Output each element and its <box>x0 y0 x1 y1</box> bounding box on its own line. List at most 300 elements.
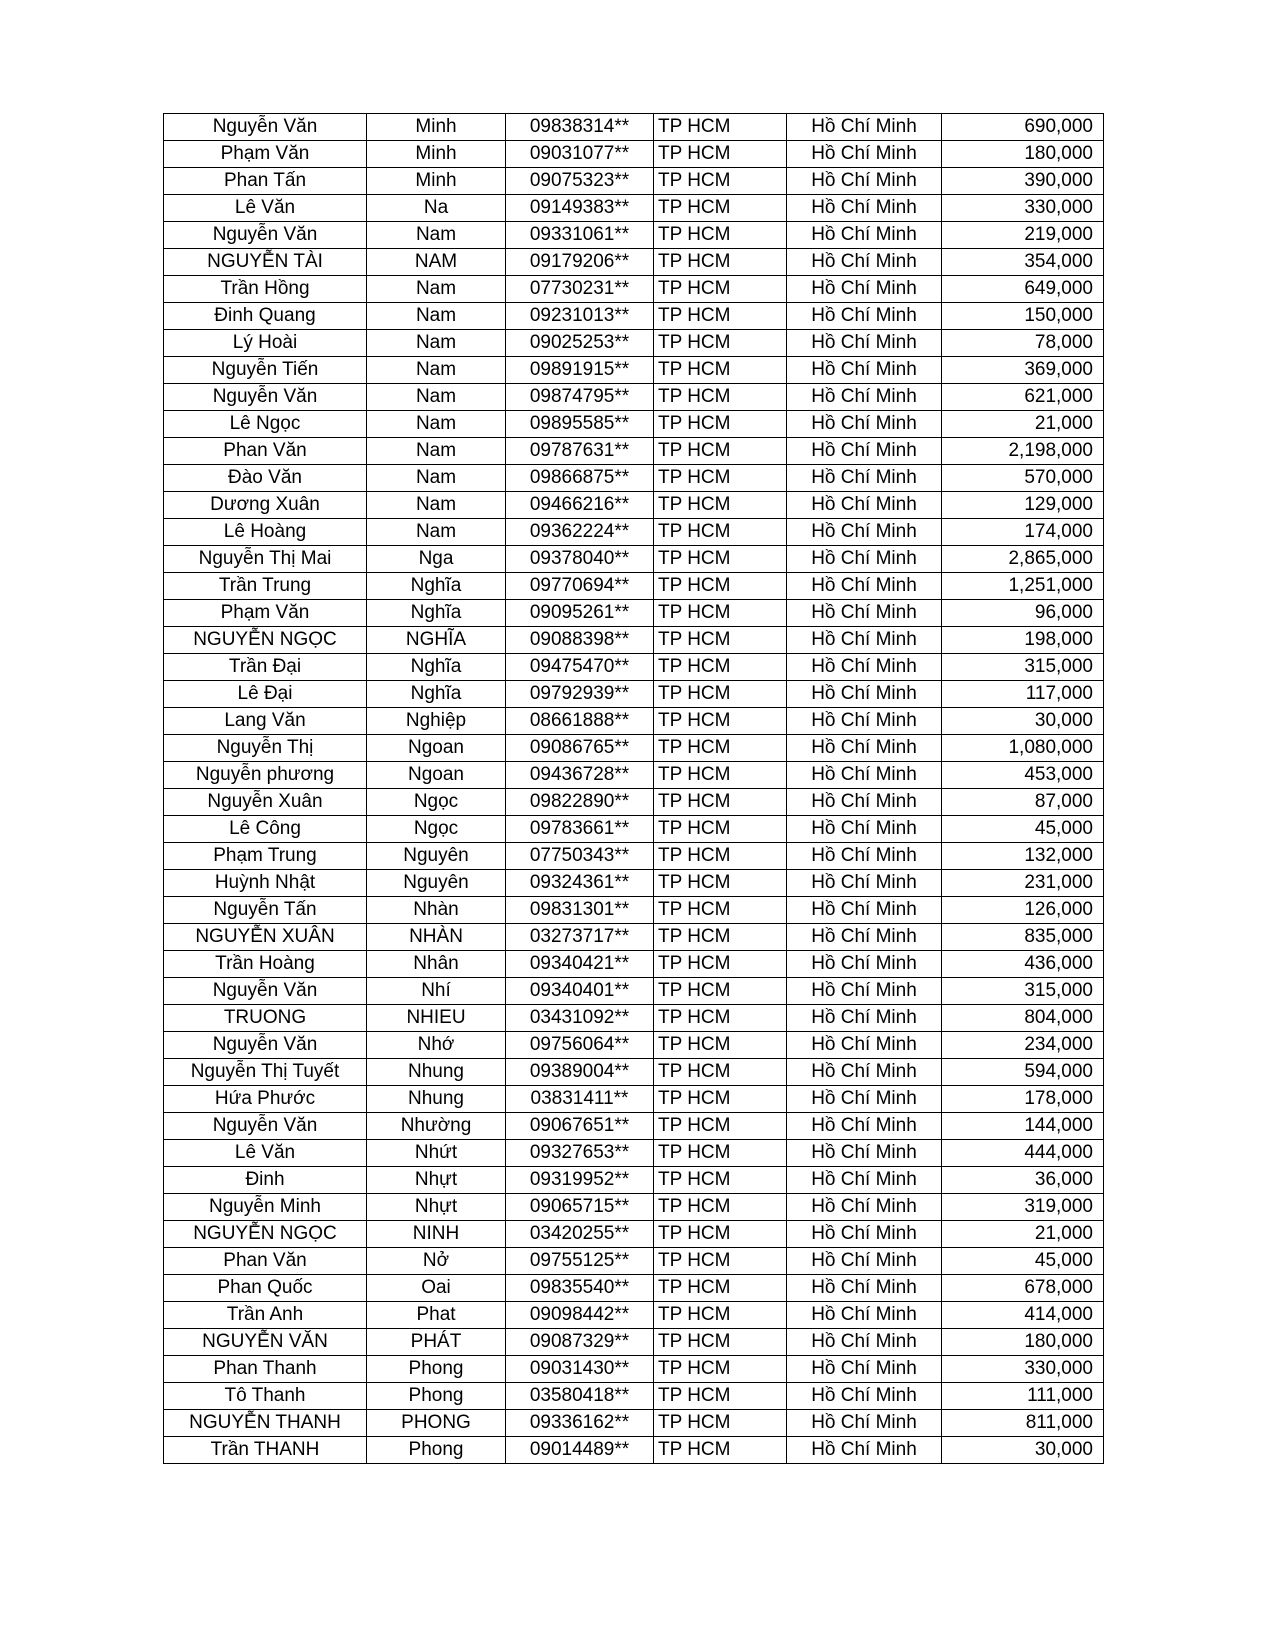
phone-cell: 09014489** <box>506 1437 654 1464</box>
amount-cell: 436,000 <box>942 951 1104 978</box>
table-row <box>164 978 1104 1005</box>
given-name-cell: Phat <box>367 1302 506 1329</box>
given-name-cell: Nhàn <box>367 897 506 924</box>
phone-cell: 08661888** <box>506 708 654 735</box>
phone-cell: 09475470** <box>506 654 654 681</box>
given-name-cell: NHIEU <box>367 1005 506 1032</box>
given-name-cell: Minh <box>367 114 506 141</box>
province-cell: Hồ Chí Minh <box>787 951 942 978</box>
given-name-cell: Nghĩa <box>367 654 506 681</box>
amount-cell: 354,000 <box>942 249 1104 276</box>
city-cell: TP HCM <box>654 357 787 384</box>
amount-cell: 319,000 <box>942 1194 1104 1221</box>
table-row <box>164 546 1104 573</box>
surname-cell: Nguyễn Văn <box>164 114 367 141</box>
table-row <box>164 1437 1104 1464</box>
surname-cell: Nguyễn Văn <box>164 978 367 1005</box>
city-cell: TP HCM <box>654 1275 787 1302</box>
given-name-cell: Nam <box>367 303 506 330</box>
phone-cell: 09327653** <box>506 1140 654 1167</box>
city-cell: TP HCM <box>654 249 787 276</box>
phone-cell: 09336162** <box>506 1410 654 1437</box>
surname-cell: NGUYỄN THANH <box>164 1410 367 1437</box>
phone-cell: 09065715** <box>506 1194 654 1221</box>
given-name-cell: Nam <box>367 357 506 384</box>
province-cell: Hồ Chí Minh <box>787 924 942 951</box>
province-cell: Hồ Chí Minh <box>787 465 942 492</box>
phone-cell: 07730231** <box>506 276 654 303</box>
given-name-cell: Ngoan <box>367 735 506 762</box>
data-table <box>163 113 1104 1464</box>
given-name-cell: Ngọc <box>367 789 506 816</box>
amount-cell: 690,000 <box>942 114 1104 141</box>
phone-cell: 03273717** <box>506 924 654 951</box>
amount-cell: 96,000 <box>942 600 1104 627</box>
table-row <box>164 492 1104 519</box>
province-cell: Hồ Chí Minh <box>787 438 942 465</box>
amount-cell: 330,000 <box>942 1356 1104 1383</box>
phone-cell: 09835540** <box>506 1275 654 1302</box>
surname-cell: Lê Văn <box>164 1140 367 1167</box>
city-cell: TP HCM <box>654 546 787 573</box>
table-row <box>164 438 1104 465</box>
given-name-cell: Nhung <box>367 1086 506 1113</box>
city-cell: TP HCM <box>654 384 787 411</box>
city-cell: TP HCM <box>654 762 787 789</box>
phone-cell: 09436728** <box>506 762 654 789</box>
amount-cell: 30,000 <box>942 1437 1104 1464</box>
surname-cell: NGUYỄN NGỌC <box>164 1221 367 1248</box>
surname-cell: Nguyễn Thị Mai <box>164 546 367 573</box>
province-cell: Hồ Chí Minh <box>787 816 942 843</box>
surname-cell: Trần Hoàng <box>164 951 367 978</box>
city-cell: TP HCM <box>654 141 787 168</box>
amount-cell: 1,080,000 <box>942 735 1104 762</box>
surname-cell: Lê Hoàng <box>164 519 367 546</box>
table-row <box>164 411 1104 438</box>
surname-cell: Trần Trung <box>164 573 367 600</box>
phone-cell: 09075323** <box>506 168 654 195</box>
province-cell: Hồ Chí Minh <box>787 276 942 303</box>
province-cell: Hồ Chí Minh <box>787 600 942 627</box>
table-body <box>164 114 1104 1464</box>
city-cell: TP HCM <box>654 1221 787 1248</box>
province-cell: Hồ Chí Minh <box>787 492 942 519</box>
surname-cell: Nguyễn Văn <box>164 1032 367 1059</box>
table-row <box>164 1383 1104 1410</box>
given-name-cell: Nghĩa <box>367 681 506 708</box>
phone-cell: 09362224** <box>506 519 654 546</box>
city-cell: TP HCM <box>654 1329 787 1356</box>
phone-cell: 09179206** <box>506 249 654 276</box>
phone-cell: 09770694** <box>506 573 654 600</box>
table-row <box>164 708 1104 735</box>
province-cell: Hồ Chí Minh <box>787 1410 942 1437</box>
amount-cell: 21,000 <box>942 411 1104 438</box>
given-name-cell: Oai <box>367 1275 506 1302</box>
surname-cell: Nguyễn Thị <box>164 735 367 762</box>
province-cell: Hồ Chí Minh <box>787 897 942 924</box>
phone-cell: 09340401** <box>506 978 654 1005</box>
surname-cell: Lê Ngọc <box>164 411 367 438</box>
table-row <box>164 762 1104 789</box>
city-cell: TP HCM <box>654 1437 787 1464</box>
province-cell: Hồ Chí Minh <box>787 1221 942 1248</box>
city-cell: TP HCM <box>654 1167 787 1194</box>
table-row <box>164 1275 1104 1302</box>
surname-cell: Phan Thanh <box>164 1356 367 1383</box>
surname-cell: Tô Thanh <box>164 1383 367 1410</box>
given-name-cell: NAM <box>367 249 506 276</box>
phone-cell: 09324361** <box>506 870 654 897</box>
given-name-cell: Nam <box>367 492 506 519</box>
amount-cell: 45,000 <box>942 816 1104 843</box>
phone-cell: 09340421** <box>506 951 654 978</box>
city-cell: TP HCM <box>654 978 787 1005</box>
phone-cell: 09031077** <box>506 141 654 168</box>
table-row <box>164 627 1104 654</box>
amount-cell: 570,000 <box>942 465 1104 492</box>
surname-cell: TRUONG <box>164 1005 367 1032</box>
given-name-cell: Na <box>367 195 506 222</box>
city-cell: TP HCM <box>654 573 787 600</box>
table-row <box>164 1113 1104 1140</box>
surname-cell: Nguyễn Thị Tuyết <box>164 1059 367 1086</box>
amount-cell: 126,000 <box>942 897 1104 924</box>
phone-cell: 09831301** <box>506 897 654 924</box>
city-cell: TP HCM <box>654 303 787 330</box>
province-cell: Hồ Chí Minh <box>787 519 942 546</box>
province-cell: Hồ Chí Minh <box>787 1194 942 1221</box>
surname-cell: Lê Công <box>164 816 367 843</box>
surname-cell: Phạm Trung <box>164 843 367 870</box>
table-row <box>164 1059 1104 1086</box>
city-cell: TP HCM <box>654 600 787 627</box>
city-cell: TP HCM <box>654 1383 787 1410</box>
given-name-cell: Nam <box>367 438 506 465</box>
surname-cell: Phan Quốc <box>164 1275 367 1302</box>
province-cell: Hồ Chí Minh <box>787 1005 942 1032</box>
province-cell: Hồ Chí Minh <box>787 249 942 276</box>
table-row <box>164 1329 1104 1356</box>
table-row <box>164 1410 1104 1437</box>
given-name-cell: Nhứt <box>367 1140 506 1167</box>
city-cell: TP HCM <box>654 897 787 924</box>
phone-cell: 09783661** <box>506 816 654 843</box>
amount-cell: 21,000 <box>942 1221 1104 1248</box>
given-name-cell: Nghĩa <box>367 573 506 600</box>
amount-cell: 390,000 <box>942 168 1104 195</box>
phone-cell: 09891915** <box>506 357 654 384</box>
province-cell: Hồ Chí Minh <box>787 303 942 330</box>
surname-cell: Trần Anh <box>164 1302 367 1329</box>
amount-cell: 36,000 <box>942 1167 1104 1194</box>
province-cell: Hồ Chí Minh <box>787 384 942 411</box>
amount-cell: 180,000 <box>942 1329 1104 1356</box>
city-cell: TP HCM <box>654 1032 787 1059</box>
province-cell: Hồ Chí Minh <box>787 843 942 870</box>
city-cell: TP HCM <box>654 1356 787 1383</box>
amount-cell: 811,000 <box>942 1410 1104 1437</box>
amount-cell: 45,000 <box>942 1248 1104 1275</box>
city-cell: TP HCM <box>654 411 787 438</box>
city-cell: TP HCM <box>654 1410 787 1437</box>
surname-cell: Nguyễn Văn <box>164 222 367 249</box>
phone-cell: 03431092** <box>506 1005 654 1032</box>
table-row <box>164 1302 1104 1329</box>
phone-cell: 09866875** <box>506 465 654 492</box>
amount-cell: 117,000 <box>942 681 1104 708</box>
amount-cell: 315,000 <box>942 978 1104 1005</box>
surname-cell: Phan Văn <box>164 438 367 465</box>
table-row <box>164 600 1104 627</box>
city-cell: TP HCM <box>654 1248 787 1275</box>
city-cell: TP HCM <box>654 681 787 708</box>
surname-cell: Lang Văn <box>164 708 367 735</box>
given-name-cell: Nhung <box>367 1059 506 1086</box>
amount-cell: 178,000 <box>942 1086 1104 1113</box>
phone-cell: 09031430** <box>506 1356 654 1383</box>
province-cell: Hồ Chí Minh <box>787 1275 942 1302</box>
city-cell: TP HCM <box>654 1113 787 1140</box>
province-cell: Hồ Chí Minh <box>787 222 942 249</box>
given-name-cell: Ngọc <box>367 816 506 843</box>
province-cell: Hồ Chí Minh <box>787 573 942 600</box>
given-name-cell: Phong <box>367 1383 506 1410</box>
province-cell: Hồ Chí Minh <box>787 1032 942 1059</box>
amount-cell: 87,000 <box>942 789 1104 816</box>
city-cell: TP HCM <box>654 492 787 519</box>
table-row <box>164 843 1104 870</box>
table-row <box>164 519 1104 546</box>
given-name-cell: Nam <box>367 330 506 357</box>
surname-cell: Trần Hồng <box>164 276 367 303</box>
surname-cell: Nguyễn phương <box>164 762 367 789</box>
table-row <box>164 222 1104 249</box>
given-name-cell: Ngoan <box>367 762 506 789</box>
province-cell: Hồ Chí Minh <box>787 870 942 897</box>
city-cell: TP HCM <box>654 1005 787 1032</box>
given-name-cell: PHÁT <box>367 1329 506 1356</box>
table-row <box>164 654 1104 681</box>
table-row <box>164 357 1104 384</box>
city-cell: TP HCM <box>654 330 787 357</box>
province-cell: Hồ Chí Minh <box>787 1086 942 1113</box>
phone-cell: 09088398** <box>506 627 654 654</box>
province-cell: Hồ Chí Minh <box>787 1356 942 1383</box>
city-cell: TP HCM <box>654 816 787 843</box>
table-row <box>164 1005 1104 1032</box>
city-cell: TP HCM <box>654 1194 787 1221</box>
amount-cell: 231,000 <box>942 870 1104 897</box>
amount-cell: 132,000 <box>942 843 1104 870</box>
surname-cell: Hứa Phước <box>164 1086 367 1113</box>
phone-cell: 03580418** <box>506 1383 654 1410</box>
city-cell: TP HCM <box>654 168 787 195</box>
given-name-cell: NINH <box>367 1221 506 1248</box>
given-name-cell: Nam <box>367 411 506 438</box>
amount-cell: 444,000 <box>942 1140 1104 1167</box>
table-row <box>164 573 1104 600</box>
given-name-cell: NHÀN <box>367 924 506 951</box>
phone-cell: 09331061** <box>506 222 654 249</box>
table-row <box>164 1032 1104 1059</box>
amount-cell: 1,251,000 <box>942 573 1104 600</box>
phone-cell: 03831411** <box>506 1086 654 1113</box>
phone-cell: 09087329** <box>506 1329 654 1356</box>
city-cell: TP HCM <box>654 789 787 816</box>
surname-cell: Phạm Văn <box>164 141 367 168</box>
city-cell: TP HCM <box>654 924 787 951</box>
phone-cell: 09231013** <box>506 303 654 330</box>
surname-cell: Nguyễn Xuân <box>164 789 367 816</box>
amount-cell: 30,000 <box>942 708 1104 735</box>
city-cell: TP HCM <box>654 654 787 681</box>
amount-cell: 219,000 <box>942 222 1104 249</box>
city-cell: TP HCM <box>654 438 787 465</box>
city-cell: TP HCM <box>654 1086 787 1113</box>
province-cell: Hồ Chí Minh <box>787 168 942 195</box>
surname-cell: Nguyễn Tấn <box>164 897 367 924</box>
table-row <box>164 789 1104 816</box>
given-name-cell: Minh <box>367 141 506 168</box>
amount-cell: 369,000 <box>942 357 1104 384</box>
amount-cell: 414,000 <box>942 1302 1104 1329</box>
table-row <box>164 951 1104 978</box>
table-row <box>164 303 1104 330</box>
province-cell: Hồ Chí Minh <box>787 141 942 168</box>
phone-cell: 09755125** <box>506 1248 654 1275</box>
given-name-cell: NGHĨA <box>367 627 506 654</box>
phone-cell: 09149383** <box>506 195 654 222</box>
table-row <box>164 1356 1104 1383</box>
amount-cell: 180,000 <box>942 141 1104 168</box>
amount-cell: 2,198,000 <box>942 438 1104 465</box>
province-cell: Hồ Chí Minh <box>787 546 942 573</box>
city-cell: TP HCM <box>654 519 787 546</box>
province-cell: Hồ Chí Minh <box>787 1329 942 1356</box>
surname-cell: NGUYỄN TÀI <box>164 249 367 276</box>
phone-cell: 09822890** <box>506 789 654 816</box>
province-cell: Hồ Chí Minh <box>787 789 942 816</box>
province-cell: Hồ Chí Minh <box>787 681 942 708</box>
table-row <box>164 141 1104 168</box>
province-cell: Hồ Chí Minh <box>787 1248 942 1275</box>
phone-cell: 09874795** <box>506 384 654 411</box>
surname-cell: Trần THANH <box>164 1437 367 1464</box>
phone-cell: 09389004** <box>506 1059 654 1086</box>
phone-cell: 09319952** <box>506 1167 654 1194</box>
amount-cell: 315,000 <box>942 654 1104 681</box>
province-cell: Hồ Chí Minh <box>787 627 942 654</box>
city-cell: TP HCM <box>654 276 787 303</box>
given-name-cell: Minh <box>367 168 506 195</box>
table-row <box>164 897 1104 924</box>
given-name-cell: Nhớ <box>367 1032 506 1059</box>
table-row <box>164 465 1104 492</box>
surname-cell: Nguyễn Văn <box>164 1113 367 1140</box>
surname-cell: Phan Tấn <box>164 168 367 195</box>
phone-cell: 09466216** <box>506 492 654 519</box>
amount-cell: 835,000 <box>942 924 1104 951</box>
given-name-cell: Nam <box>367 465 506 492</box>
phone-cell: 09098442** <box>506 1302 654 1329</box>
table-row <box>164 1221 1104 1248</box>
province-cell: Hồ Chí Minh <box>787 1059 942 1086</box>
surname-cell: Nguyễn Tiến <box>164 357 367 384</box>
table-row <box>164 330 1104 357</box>
table-row <box>164 1194 1104 1221</box>
city-cell: TP HCM <box>654 222 787 249</box>
given-name-cell: Nam <box>367 384 506 411</box>
amount-cell: 453,000 <box>942 762 1104 789</box>
surname-cell: Lê Văn <box>164 195 367 222</box>
table-row <box>164 816 1104 843</box>
phone-cell: 09792939** <box>506 681 654 708</box>
table-row <box>164 195 1104 222</box>
city-cell: TP HCM <box>654 195 787 222</box>
province-cell: Hồ Chí Minh <box>787 1437 942 1464</box>
amount-cell: 804,000 <box>942 1005 1104 1032</box>
phone-cell: 09787631** <box>506 438 654 465</box>
table-row <box>164 870 1104 897</box>
surname-cell: Đinh <box>164 1167 367 1194</box>
amount-cell: 144,000 <box>942 1113 1104 1140</box>
province-cell: Hồ Chí Minh <box>787 330 942 357</box>
phone-cell: 07750343** <box>506 843 654 870</box>
province-cell: Hồ Chí Minh <box>787 357 942 384</box>
given-name-cell: Nhí <box>367 978 506 1005</box>
surname-cell: Phạm Văn <box>164 600 367 627</box>
given-name-cell: Nhân <box>367 951 506 978</box>
given-name-cell: Phong <box>367 1356 506 1383</box>
city-cell: TP HCM <box>654 870 787 897</box>
given-name-cell: PHONG <box>367 1410 506 1437</box>
table-row <box>164 1086 1104 1113</box>
given-name-cell: Nga <box>367 546 506 573</box>
province-cell: Hồ Chí Minh <box>787 1140 942 1167</box>
amount-cell: 330,000 <box>942 195 1104 222</box>
given-name-cell: Nhường <box>367 1113 506 1140</box>
surname-cell: NGUYỄN VĂN <box>164 1329 367 1356</box>
given-name-cell: Nam <box>367 276 506 303</box>
province-cell: Hồ Chí Minh <box>787 762 942 789</box>
surname-cell: Lý Hoài <box>164 330 367 357</box>
phone-cell: 09095261** <box>506 600 654 627</box>
surname-cell: Đinh Quang <box>164 303 367 330</box>
phone-cell: 09025253** <box>506 330 654 357</box>
province-cell: Hồ Chí Minh <box>787 978 942 1005</box>
table-row <box>164 1140 1104 1167</box>
given-name-cell: Nghiệp <box>367 708 506 735</box>
given-name-cell: Nguyên <box>367 843 506 870</box>
surname-cell: NGUYỄN XUÂN <box>164 924 367 951</box>
phone-cell: 09086765** <box>506 735 654 762</box>
province-cell: Hồ Chí Minh <box>787 654 942 681</box>
phone-cell: 09838314** <box>506 114 654 141</box>
city-cell: TP HCM <box>654 1140 787 1167</box>
city-cell: TP HCM <box>654 843 787 870</box>
amount-cell: 649,000 <box>942 276 1104 303</box>
given-name-cell: Nam <box>367 222 506 249</box>
surname-cell: Huỳnh Nhật <box>164 870 367 897</box>
phone-cell: 09756064** <box>506 1032 654 1059</box>
table-row <box>164 681 1104 708</box>
amount-cell: 678,000 <box>942 1275 1104 1302</box>
surname-cell: Lê Đại <box>164 681 367 708</box>
city-cell: TP HCM <box>654 465 787 492</box>
province-cell: Hồ Chí Minh <box>787 708 942 735</box>
